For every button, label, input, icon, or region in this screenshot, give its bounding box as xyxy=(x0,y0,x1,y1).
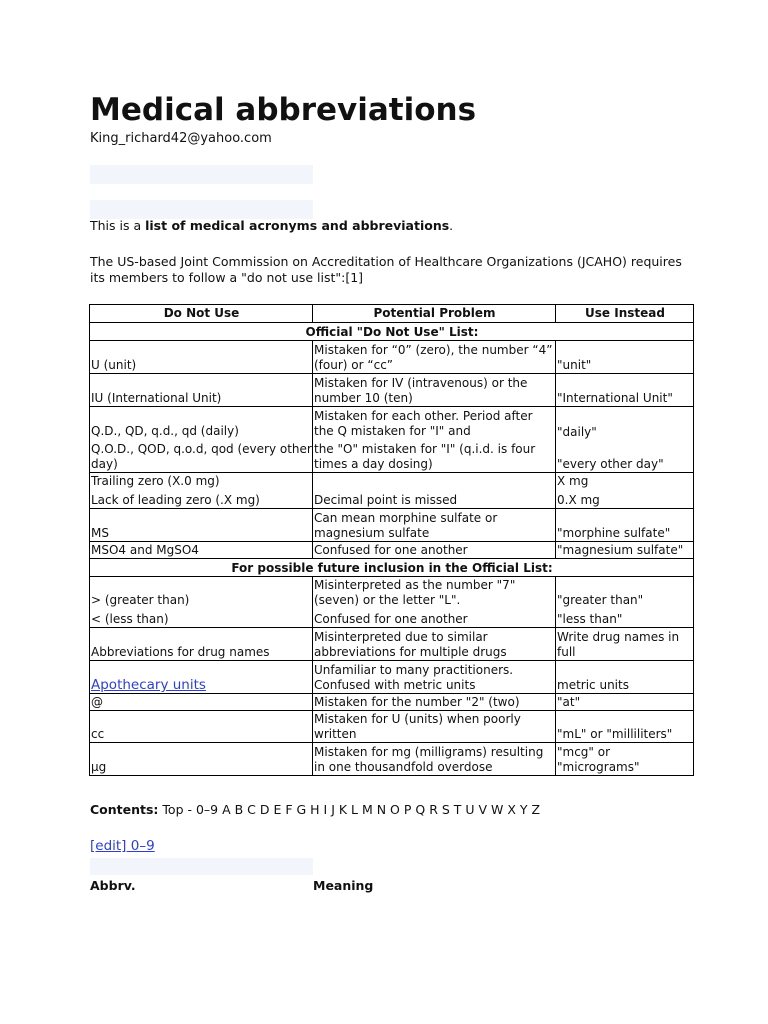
cell-line: Confused for one another xyxy=(314,612,468,626)
cell-line: Lack of leading zero (.X mg) xyxy=(91,493,260,507)
section-future: For possible future inclusion in the Official List: xyxy=(90,559,694,577)
cell-problem: Mistaken for the number "2" (two) xyxy=(313,694,556,711)
section-row xyxy=(90,323,694,341)
cell-problem: Confused for one another xyxy=(313,542,556,559)
cell-use-instead xyxy=(556,577,694,628)
cell-use-instead: "unit" xyxy=(556,341,694,374)
cell-problem: Mistaken for mg (milligrams) resulting in one thousandfold overdose xyxy=(313,743,556,776)
cell-do-not-use: Abbreviations for drug names xyxy=(90,628,313,661)
cell-use-instead: "International Unit" xyxy=(556,374,694,407)
cell-line: Decimal point is missed xyxy=(314,493,458,507)
cell-problem xyxy=(313,407,556,473)
cell-do-not-use: MS xyxy=(90,509,313,542)
contents-items[interactable]: Top - 0–9 A B C D E F G H I J K L M N O P Q R S T U V W X Y Z xyxy=(162,802,541,817)
list-header-meaning: Meaning xyxy=(313,878,374,893)
header-use-instead: Use Instead xyxy=(556,305,694,323)
cell-line: Q.D., QD, q.d., qd (daily) xyxy=(91,424,239,438)
cell-line: 0.X mg xyxy=(557,493,600,507)
cell-use-instead: "mcg" or "micrograms" xyxy=(556,743,694,776)
page-title: Medical abbreviations xyxy=(90,92,477,128)
cell-use-instead: "at" xyxy=(556,694,694,711)
author-email: King_richard42@yahoo.com xyxy=(90,131,272,146)
contents-line xyxy=(90,802,540,817)
cell-line: X mg xyxy=(557,474,589,488)
cell-line: the "O" mistaken for "I" (q.i.d. is four times a day dosing) xyxy=(314,442,536,471)
shaded-band xyxy=(90,858,313,875)
cell-line: Misinterpreted as the number "7" (seven) or the letter "L". xyxy=(314,578,516,607)
table-row xyxy=(90,694,694,711)
cell-do-not-use: MSO4 and MgSO4 xyxy=(90,542,313,559)
cell-line: "every other day" xyxy=(557,457,664,471)
cell-do-not-use: cc xyxy=(90,711,313,743)
cell-use-instead: "morphine sulfate" xyxy=(556,509,694,542)
intro-bold: list of medical acronyms and abbreviations xyxy=(145,218,450,233)
table-row xyxy=(90,711,694,743)
cell-use-instead: Write drug names in full xyxy=(556,628,694,661)
intro-prefix: This is a xyxy=(90,218,146,233)
contents-label: Contents: xyxy=(90,802,159,817)
cell-do-not-use xyxy=(90,473,313,509)
shaded-band xyxy=(90,200,313,219)
table-row xyxy=(90,628,694,661)
header-do-not-use: Do Not Use xyxy=(90,305,313,323)
cell-line: "daily" xyxy=(557,425,597,439)
table-row xyxy=(90,661,694,694)
table-header-row xyxy=(90,305,694,323)
cell-do-not-use xyxy=(90,577,313,628)
cell-do-not-use: IU (International Unit) xyxy=(90,374,313,407)
cell-line: "less than" xyxy=(557,612,623,626)
cell-use-instead xyxy=(556,407,694,473)
edit-section-link[interactable]: [edit] 0–9 xyxy=(90,838,155,854)
cell-do-not-use: U (unit) xyxy=(90,341,313,374)
cell-problem xyxy=(313,577,556,628)
table-row xyxy=(90,374,694,407)
cell-do-not-use xyxy=(90,661,313,694)
shaded-band xyxy=(90,165,313,184)
section-row xyxy=(90,559,694,577)
cell-problem: Mistaken for U (units) when poorly written xyxy=(313,711,556,743)
table-row xyxy=(90,577,694,628)
header-potential-problem: Potential Problem xyxy=(313,305,556,323)
list-header-abbrv: Abbrv. xyxy=(90,878,136,893)
table-row xyxy=(90,509,694,542)
cell-problem: Can mean morphine sulfate or magnesium sulfate xyxy=(313,509,556,542)
cell-problem: Unfamiliar to many practitioners. Confused with metric units xyxy=(313,661,556,694)
table-row xyxy=(90,407,694,473)
cell-problem: Misinterpreted due to similar abbreviations for multiple drugs xyxy=(313,628,556,661)
do-not-use-table xyxy=(89,304,694,776)
cell-use-instead: metric units xyxy=(556,661,694,694)
table-row xyxy=(90,542,694,559)
cell-do-not-use: µg xyxy=(90,743,313,776)
cell-use-instead xyxy=(556,473,694,509)
table-row xyxy=(90,473,694,509)
intro-paragraph xyxy=(90,218,453,233)
jcaho-paragraph: The US-based Joint Commission on Accreditation of Healthcare Organizations (JCAHO) requires its members to follow a "do not use list":[1] xyxy=(90,254,682,285)
cell-do-not-use xyxy=(90,407,313,473)
cell-problem: Mistaken for “0” (zero), the number “4” (four) or “cc” xyxy=(313,341,556,374)
apothecary-units-link[interactable]: Apothecary units xyxy=(91,677,206,693)
cell-line: Mistaken for each other. Period after the Q mistaken for "I" and xyxy=(314,409,533,438)
cell-use-instead: "mL" or "milliliters" xyxy=(556,711,694,743)
intro-suffix: . xyxy=(449,218,454,233)
cell-line: > (greater than) xyxy=(91,593,190,607)
cell-line: Trailing zero (X.0 mg) xyxy=(91,474,220,488)
section-official: Official "Do Not Use" List: xyxy=(90,323,694,341)
cell-problem: Mistaken for IV (intravenous) or the number 10 (ten) xyxy=(313,374,556,407)
cell-use-instead: "magnesium sulfate" xyxy=(556,542,694,559)
table-row xyxy=(90,743,694,776)
cell-line: < (less than) xyxy=(91,612,169,626)
table-row xyxy=(90,341,694,374)
cell-line: Q.O.D., QOD, q.o.d, qod (every other day) xyxy=(91,442,312,471)
cell-do-not-use: @ xyxy=(90,694,313,711)
cell-line: "greater than" xyxy=(557,593,644,607)
cell-problem xyxy=(313,473,556,509)
